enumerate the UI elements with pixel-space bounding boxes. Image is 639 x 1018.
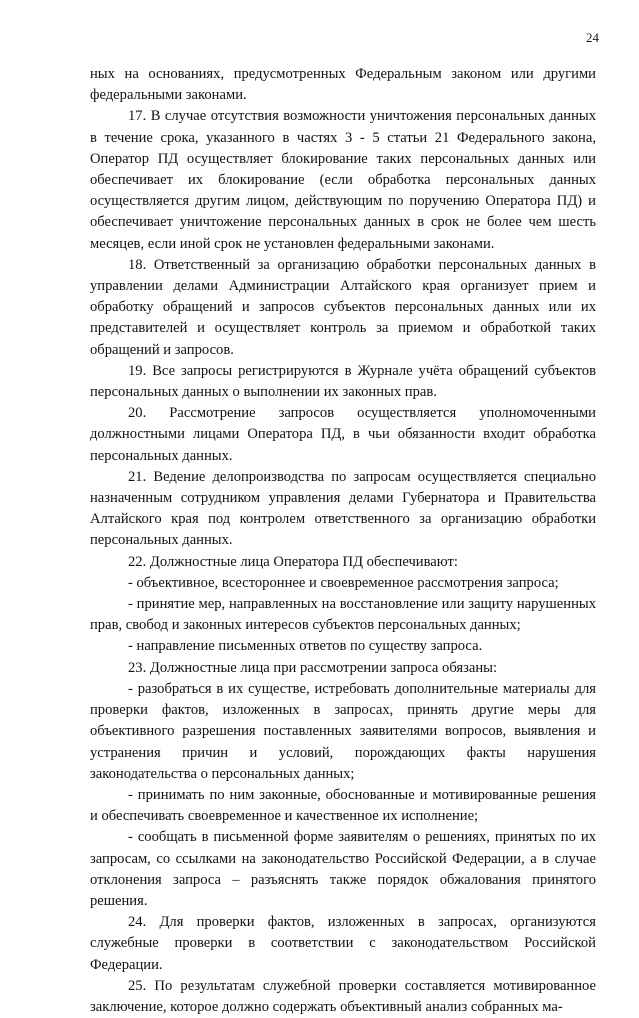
document-body [90,64,596,1018]
list-item-23-1: - разобраться в их существе, истребовать дополнительные материалы для проверки фактов, изложенных в запросах, принять другие меры для объективного разрешения поставленных заявителями вопросов, выявления и устранения причин и условий, порождающих факты нарушения законодательства о персональных данных; [90,680,596,782]
list-item-23-3: - сообщать в письменной форме заявителям о решениях, принятых по их запросам, со ссылками на законодательство Российской Федерации, а в случае отклонения запроса – разъяснять также порядок обжалования принятого решения. [90,829,596,909]
list-item-23-2: - принимать по ним законные, обоснованные и мотивированные решения и обеспечивать своевременное и качественное их исполнение; [90,786,596,825]
paragraph-18: 18. Ответственный за организацию обработки персональных данных в управлении делами Администрации Алтайского края организует прием и обработку обращений и запросов субъектов персональных данных или их представителей и осуществляет контроль за приемом и обработкой таких обращений и запросов. [90,256,596,358]
paragraph-21: 21. Ведение делопроизводства по запросам осуществляется специально назначенным сотрудником управления делами Губернатора и Правительства Алтайского края под контролем ответственного за организацию обработки персональных данных. [90,468,596,549]
list-item-22-1: - объективное, всестороннее и своевременное рассмотрения запроса; [128,574,559,591]
paragraph-25: 25. По результатам служебной проверки составляется мотивированное заключение, которое должно содержать объективный анализ собранных ма- [90,977,596,1015]
paragraph-continuation: ных на основаниях, предусмотренных Федеральным законом или другими федеральными законами. [90,66,596,104]
paragraph-24: 24. Для проверки фактов, изложенных в запросах, организуются служебные проверки в соответствии с законодательством Российской Федерации. [90,914,596,973]
page-number: 24 [586,30,599,45]
paragraph-19: 19. Все запросы регистрируются в Журнале учёта обращений субъектов персональных данных о выполнении их законных прав. [90,362,596,401]
list-item-22-2: - принятие мер, направленных на восстановление или защиту нарушенных прав, свобод и законных интересов субъектов персональных данных; [90,596,596,634]
paragraph-22: 22. Должностные лица Оператора ПД обеспечивают: [128,553,458,570]
paragraph-17: 17. В случае отсутствия возможности уничтожения персональных данных в течение срока, указанного в частях 3 - 5 статьи 21 Федерального закона, Оператор ПД осуществляет блокирование таких персональных данных или обеспечивает их блокирование (если обработка персональных данных осуществляется другим лицом, действующим по поручению Оператора ПД) и обеспечивает уничтожение персональных данных в срок не более чем шесть месяцев, если иной срок не установлен федеральными законами. [90,108,596,252]
paragraph-20: 20. Рассмотрение запросов осуществляется уполномоченными должностными лицами Оператора ПД, в чьи обязанности входит обработка персональных данных. [90,405,596,464]
paragraph-23: 23. Должностные лица при рассмотрении запроса обязаны: [128,659,498,676]
list-item-22-3: - направление письменных ответов по существу запроса. [128,638,483,655]
